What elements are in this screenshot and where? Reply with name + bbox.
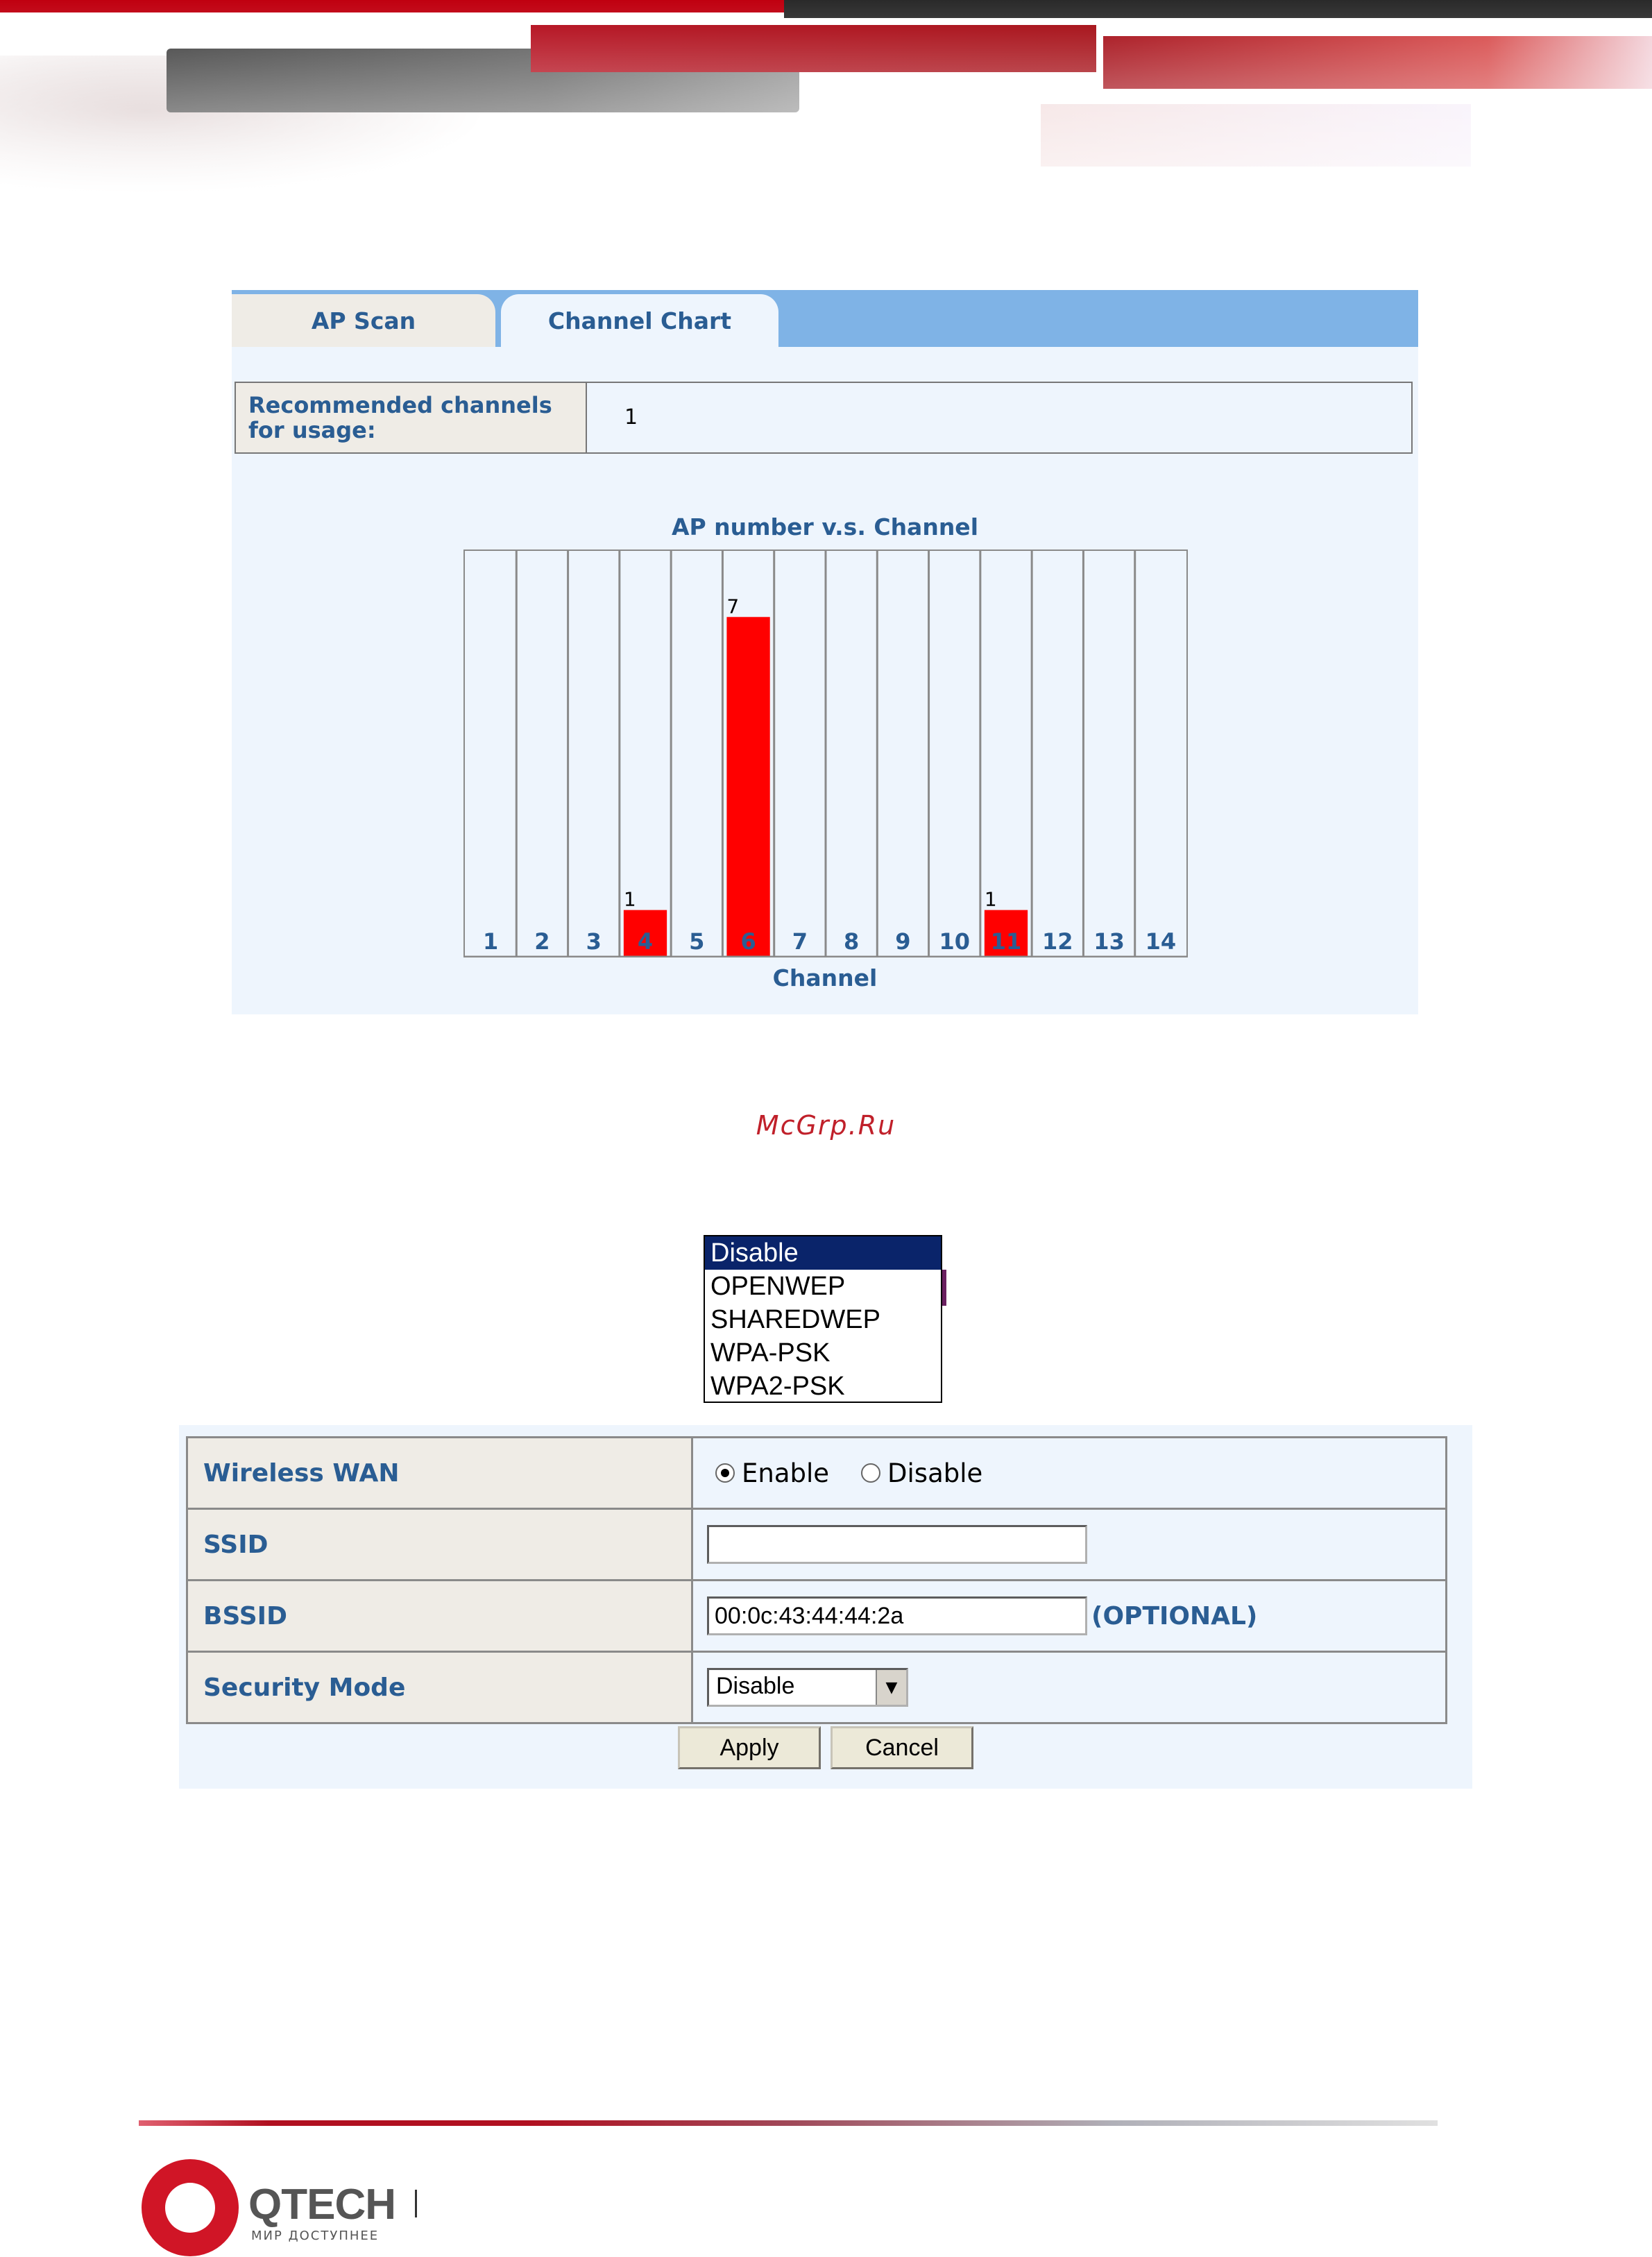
enable-radio-label[interactable]: Enable — [742, 1458, 830, 1488]
tab-bar — [232, 290, 1418, 347]
tick-label-channel-14: 14 — [1145, 928, 1177, 955]
recommended-channels-row — [235, 382, 1413, 454]
chart-x-axis-label: Channel — [772, 964, 878, 991]
qtech-logo-icon — [142, 2159, 239, 2256]
cancel-button[interactable]: Cancel — [831, 1726, 973, 1769]
wireless-wan-panel — [179, 1425, 1472, 1789]
brand-tagline: МИР ДОСТУПНЕЕ — [251, 2229, 380, 2243]
dropdown-option[interactable]: WPA-PSK — [710, 1338, 831, 1368]
tick-label-channel-3: 3 — [586, 928, 602, 955]
tick-label-channel-6: 6 — [740, 928, 756, 955]
disable-radio-label[interactable]: Disable — [887, 1458, 983, 1488]
tick-label-channel-2: 2 — [534, 928, 550, 955]
ssid-input[interactable] — [707, 1525, 1087, 1564]
watermark-text: McGrp.Ru — [756, 1110, 896, 1141]
security-mode-select[interactable] — [707, 1668, 908, 1707]
bar-channel-6 — [726, 617, 769, 956]
form-row-security-mode — [188, 1653, 1445, 1722]
disable-radio[interactable] — [861, 1463, 880, 1483]
enable-radio[interactable] — [715, 1463, 735, 1483]
tab-channel-chart[interactable]: Channel Chart — [501, 294, 778, 347]
recommended-channels-value: 1 — [624, 405, 638, 429]
tick-label-channel-13: 13 — [1093, 928, 1125, 955]
tick-label-channel-5: 5 — [689, 928, 705, 955]
header-banner — [0, 0, 1652, 264]
dropdown-option[interactable]: WPA2-PSK — [710, 1372, 845, 1401]
form-row-bssid — [188, 1581, 1445, 1653]
security-mode-dropdown-list[interactable] — [704, 1235, 942, 1403]
dropdown-option[interactable]: OPENWEP — [710, 1272, 846, 1301]
channel-bar-chart — [463, 550, 1188, 957]
security-mode-label: Security Mode — [188, 1653, 693, 1722]
form-row-wireless-wan — [188, 1438, 1445, 1510]
footer-divider — [139, 2120, 1438, 2126]
data-label-channel-6: 7 — [726, 595, 740, 618]
bssid-label: BSSID — [188, 1581, 693, 1651]
chevron-down-icon[interactable]: ▼ — [876, 1670, 906, 1705]
form-buttons — [179, 1726, 1472, 1769]
channel-chart-panel — [232, 290, 1418, 1014]
bssid-optional-note: (OPTIONAL) — [1091, 1601, 1258, 1630]
recommended-channels-label: Recommended channels for usage: — [236, 383, 587, 452]
security-mode-selected-value: Disable — [716, 1673, 795, 1699]
wireless-wan-options — [693, 1438, 1445, 1508]
tick-label-channel-8: 8 — [844, 928, 860, 955]
dropdown-edge-fragment — [942, 1270, 946, 1306]
tick-label-channel-1: 1 — [483, 928, 499, 955]
wireless-form-table — [186, 1436, 1447, 1724]
bssid-input[interactable]: 00:0c:43:44:44:2a — [707, 1596, 1087, 1635]
footer-separator — [415, 2190, 417, 2217]
apply-button[interactable]: Apply — [678, 1726, 821, 1769]
data-label-channel-11: 1 — [984, 887, 997, 911]
chart-title: AP number v.s. Channel — [671, 513, 979, 540]
data-label-channel-4: 1 — [623, 887, 636, 911]
tick-label-channel-7: 7 — [792, 928, 808, 955]
tab-ap-scan[interactable]: AP Scan — [232, 294, 495, 347]
form-row-ssid — [188, 1510, 1445, 1581]
tick-label-channel-9: 9 — [895, 928, 911, 955]
tick-label-channel-10: 10 — [939, 928, 970, 955]
tick-label-channel-11: 11 — [990, 928, 1022, 955]
wireless-wan-label: Wireless WAN — [188, 1438, 693, 1508]
dropdown-option[interactable]: SHAREDWEP — [710, 1305, 880, 1334]
tick-label-channel-4: 4 — [637, 928, 654, 955]
ssid-label: SSID — [188, 1510, 693, 1579]
tick-label-channel-12: 12 — [1042, 928, 1073, 955]
dropdown-option[interactable]: Disable — [705, 1236, 941, 1270]
brand-name: QTECH — [248, 2181, 395, 2229]
